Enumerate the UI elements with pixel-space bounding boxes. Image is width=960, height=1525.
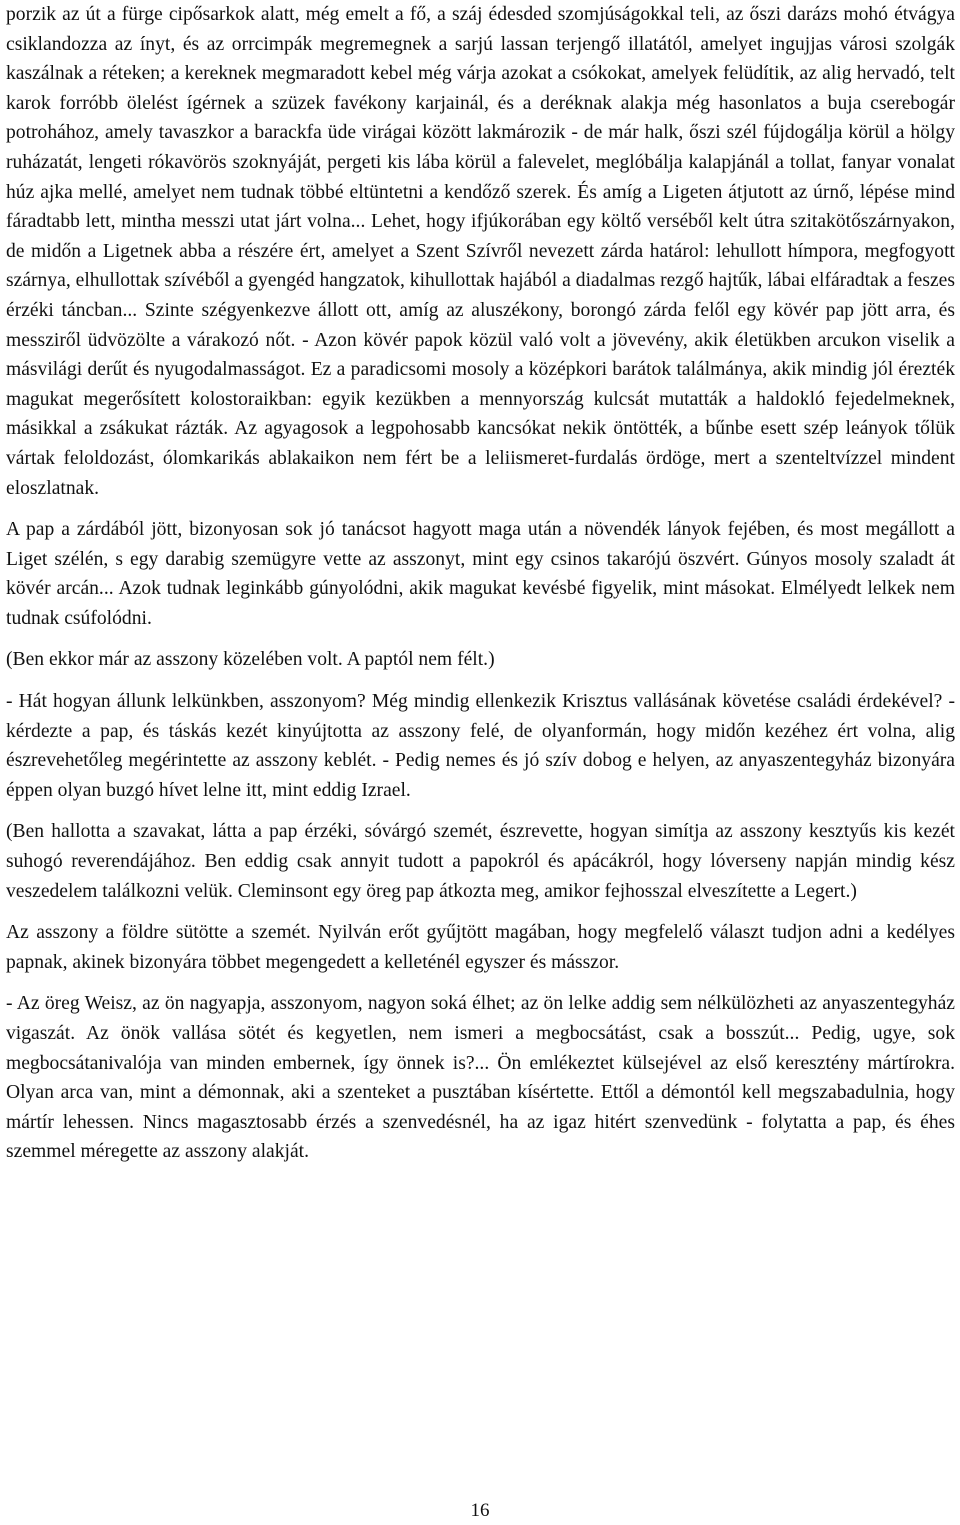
paragraph-3: (Ben ekkor már az asszony közelében volt. A paptól nem félt.): [6, 649, 495, 671]
paragraph-5: (Ben hallotta a szavakat, látta a pap érzéki, sóvárgó szemét, észrevette, hogyan simítja az asszony kesztyűs kis kezét suhogó reverendájához. Ben eddig csak annyit tudott a papokról és apácákról, hogy lóverseny napján mindig kész veszedelem találkozni velük. Cleminsont egy öreg pap átkozta meg, amikor fejhosszal elveszítette a Legert.): [6, 821, 955, 902]
paragraph-4: - Hát hogyan állunk lelkünkben, asszonyom? Még mindig ellenkezik Krisztus vallásának követése családi érdekével? - kérdezte a pap, és táskás kezét kinyújtotta az asszony felé, de olyanformán, hogy midőn kezéhez ért volna, alig észrevehetőleg megérintette az asszony keblét. - Pedig nemes és jó szív dobog e helyen, az anyaszentegyház bizonyára éppen olyan buzgó hívet lelne itt, mint eddig Izrael.: [6, 691, 955, 801]
paragraph-2: A pap a zárdából jött, bizonyosan sok jó tanácsot hagyott maga után a növendék lányok fejében, és most megállott a Liget szélén, s egy darabig szemügyre vette az asszonyt, mint egy csinos takarójú öszvért. Gúnyos mosoly szaladt át kövér arcán... Azok tudnak leginkább gúnyolódni, akik magukat kevésbé figyelik, mint másokat. Elmélyedt lelkek nem tudnak csúfolódni.: [6, 519, 955, 629]
paragraph-1: porzik az út a fürge cipősarkok alatt, még emelt a fő, a száj édesded szomjúságokkal teli, az őszi darázs mohó étvágya csiklandozza az ínyt, és az orrcimpák megremegnek a sarjú lassan terjengő illatától, amelyet ingujjas városi szolgák kaszálnak a réteken; a kereknek megmaradott kebel még várja azokat a csókokat, amelyek felüdítik, az alig hervadó, telt karok forróbb ölelést ígérnek a szüzek favékony karjainál, és a deréknak alakja még hasonlatos a buja cserebogár potrohához, amely tavaszkor a barackfa üde virágai között lakmározik - de már halk, őszi szél fújdogálja körül a hölgy ruházatát, lengeti rókavörös szoknyáját, pergeti kis lába körül a falevelet, meglóbálja kalapjánál a tollat, fanyar vonalat húz ajka mellé, amelyet nem tudnak többé eltüntetni a kendőző szerek. És amíg a Ligeten átjutott az úrnő, lépése mind fáradtabb lett, mintha messzi utat járt volna... Lehet, hogy ifjúkorában egy költő verséből kelt útra szitakötőszárnyakon, de midőn a Ligetnek abba a részére ért, amelyet a Szent Szívről nevezett zárda határol: lehullott hímpora, megfogyott szárnya, elhullottak szívéből a gyengéd hangzatok, kihullottak hajából a diadalmas rezgő hajtűk, lábai elfáradtak a feszes érzéki táncban... Szinte szégyenkezve állott ott, amíg az aluszékony, borongó zárda felől egy kövér pap jött arra, és messziről üdvözölte a várakozó nőt. - Azon kövér papok közül való volt a jövevény, akik életükben arcukon viselik a másvilági derűt és nyugodalmasságot. Ez a paradicsomi mosoly a középkori barátok találmánya, akik mindig jól érezték magukat megerősített kolostoraikban: egyik kezükben a mennyország kulcsát mutatták a haldokló fejedelmeknek, másikkal a zsákukat rázták. Az agyagosok a legpohosabb kancsókat nekik öntötték, a bűnbe esett szép leányok tőlük vártak feloldozást, ólomkarikás ablakaikon nem fért be a leliismeret-furdalás ördöge, mert a szenteltvízzel mindent eloszlatnak.: [6, 4, 955, 499]
paragraph-6: Az asszony a földre sütötte a szemét. Nyilván erőt gyűjtött magában, hogy megfelelő választ tudjon adni a kedélyes papnak, akinek bizonyára többet megengedett a kelleténél egyszer és másszor.: [6, 922, 955, 973]
page-number: 16: [470, 1500, 490, 1521]
paragraph-7: - Az öreg Weisz, az ön nagyapja, asszonyom, nagyon soká élhet; az ön lelke addig sem nélkülözheti az anyaszentegyház vigaszát. Az önök vallása sötét és kegyetlen, nem ismeri a megbocsátást, csak a bosszút... Pedig, ugye, sok megbocsátanivalója van minden embernek, így önnek is?... Ön emlékeztet külsejével az első keresztény mártírokra. Olyan arca van, mint a démonnak, aki a szenteket a pusztában kísértette. Ettől a démontól kell megszabadulnia, hogy mártír lehessen. Nincs magasztosabb érzés a szenvedésnél, ha az igaz hitért szenvedünk - folytatta a pap, és éhes szemmel méregette az asszony alakját.: [6, 993, 955, 1163]
document-body: [6, 0, 955, 1179]
